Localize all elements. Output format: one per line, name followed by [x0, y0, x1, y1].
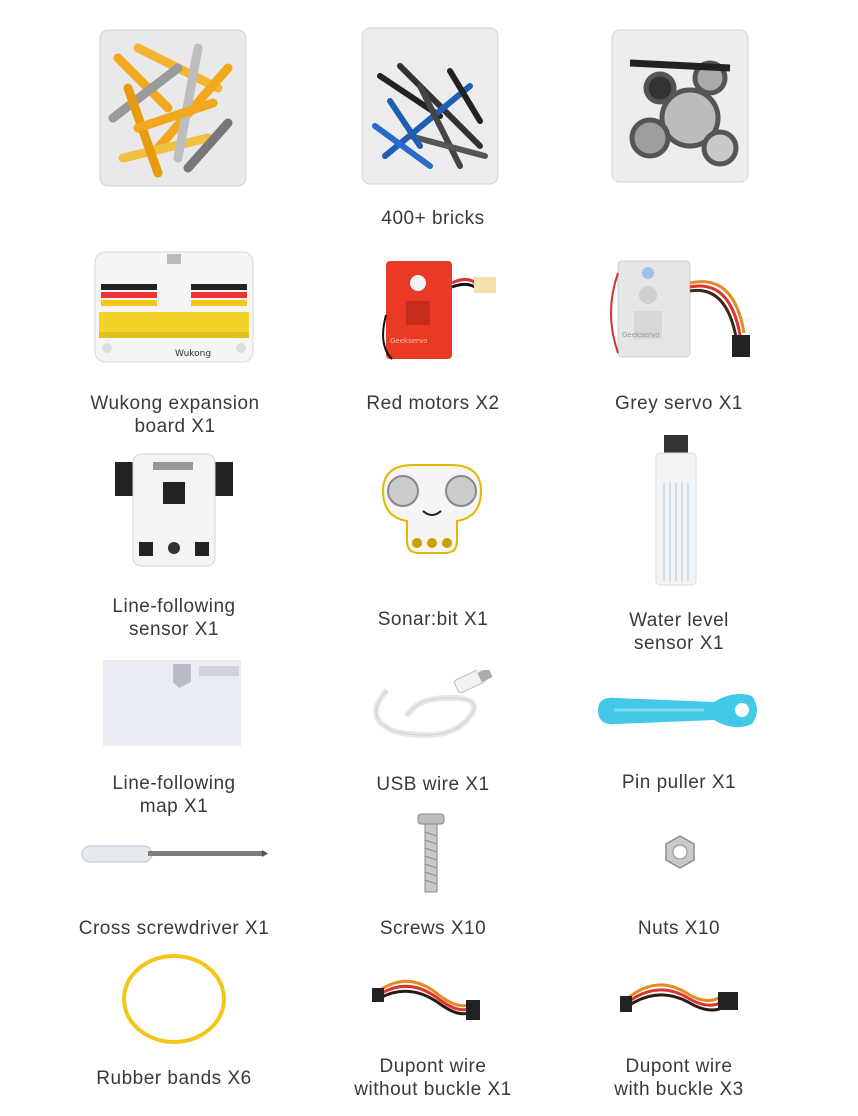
- grey-servo-caption: [569, 392, 789, 415]
- water-caption: [569, 609, 789, 655]
- red-motor-brand-text: Geekservo: [390, 337, 428, 345]
- caption-line: sensor X1: [128, 619, 220, 640]
- caption-line: Screws X10: [379, 918, 487, 939]
- rubber-band-image: [120, 952, 228, 1046]
- bricks-caption: [333, 207, 533, 230]
- pin-caption: [569, 771, 789, 794]
- dupont-wire-with-buckle-image: [618, 972, 742, 1028]
- caption-line: Sonar:bit X1: [377, 609, 489, 630]
- dupont-wire-without-buckle-image: [370, 970, 496, 1026]
- usb-wire-image: [367, 670, 495, 742]
- caption-line: without buckle X1: [354, 1079, 512, 1100]
- sonar-bit-image: [373, 461, 491, 557]
- caption-line: Line-following: [112, 773, 236, 794]
- water-level-sensor-image: [650, 433, 702, 587]
- wukong-caption: [55, 392, 295, 438]
- caption-line: Line-following: [112, 596, 236, 617]
- caption-line: with buckle X3: [614, 1079, 744, 1100]
- caption-line: sensor X1: [633, 633, 725, 654]
- caption-line: Water level: [629, 610, 729, 631]
- cross-screwdriver-image: [80, 840, 268, 868]
- grey-servo-brand-text: Geekservo: [622, 331, 660, 339]
- caption-line: Wukong expansion: [90, 393, 260, 414]
- caption-line: Red motors X2: [366, 393, 500, 414]
- black-blue-brick-bag-image: [360, 26, 500, 186]
- caption-line: Pin puller X1: [621, 772, 737, 793]
- pin-puller-image: [594, 688, 762, 734]
- wukong-expansion-board-image: [93, 248, 255, 366]
- caption-line: Dupont wire: [379, 1056, 487, 1077]
- line-following-sensor-image: [113, 452, 235, 572]
- usb-caption: [323, 773, 543, 796]
- screwdriver-caption: [44, 917, 304, 940]
- nuts-caption: [569, 917, 789, 940]
- screws-caption: [323, 917, 543, 940]
- caption-line: map X1: [139, 796, 209, 817]
- wukong-logo-text: Wukong: [175, 349, 212, 359]
- yellow-brick-bag-image: [98, 28, 248, 188]
- line-sensor-caption: [64, 595, 284, 641]
- sonar-caption: [323, 608, 543, 631]
- caption-line: 400+ bricks: [381, 208, 485, 229]
- caption-line: Nuts X10: [637, 918, 721, 939]
- red-motor-image: [378, 255, 502, 365]
- caption-line: Rubber bands X6: [96, 1068, 252, 1089]
- map-caption: [64, 772, 284, 818]
- screw-image: [416, 812, 446, 894]
- caption-line: Dupont wire: [625, 1056, 733, 1077]
- line-following-map-image: [103, 660, 241, 746]
- gear-brick-bag-image: [610, 28, 750, 184]
- dupont-with-buckle-caption: [559, 1055, 799, 1101]
- caption-line: USB wire X1: [376, 774, 490, 795]
- grey-servo-image: [604, 253, 762, 369]
- caption-line: Grey servo X1: [615, 393, 743, 414]
- red-motors-caption: [323, 392, 543, 415]
- nut-image: [662, 834, 698, 870]
- rubber-caption: [54, 1067, 294, 1090]
- caption-line: Cross screwdriver X1: [78, 918, 270, 939]
- dupont-no-buckle-caption: [313, 1055, 553, 1101]
- caption-line: board X1: [134, 416, 216, 437]
